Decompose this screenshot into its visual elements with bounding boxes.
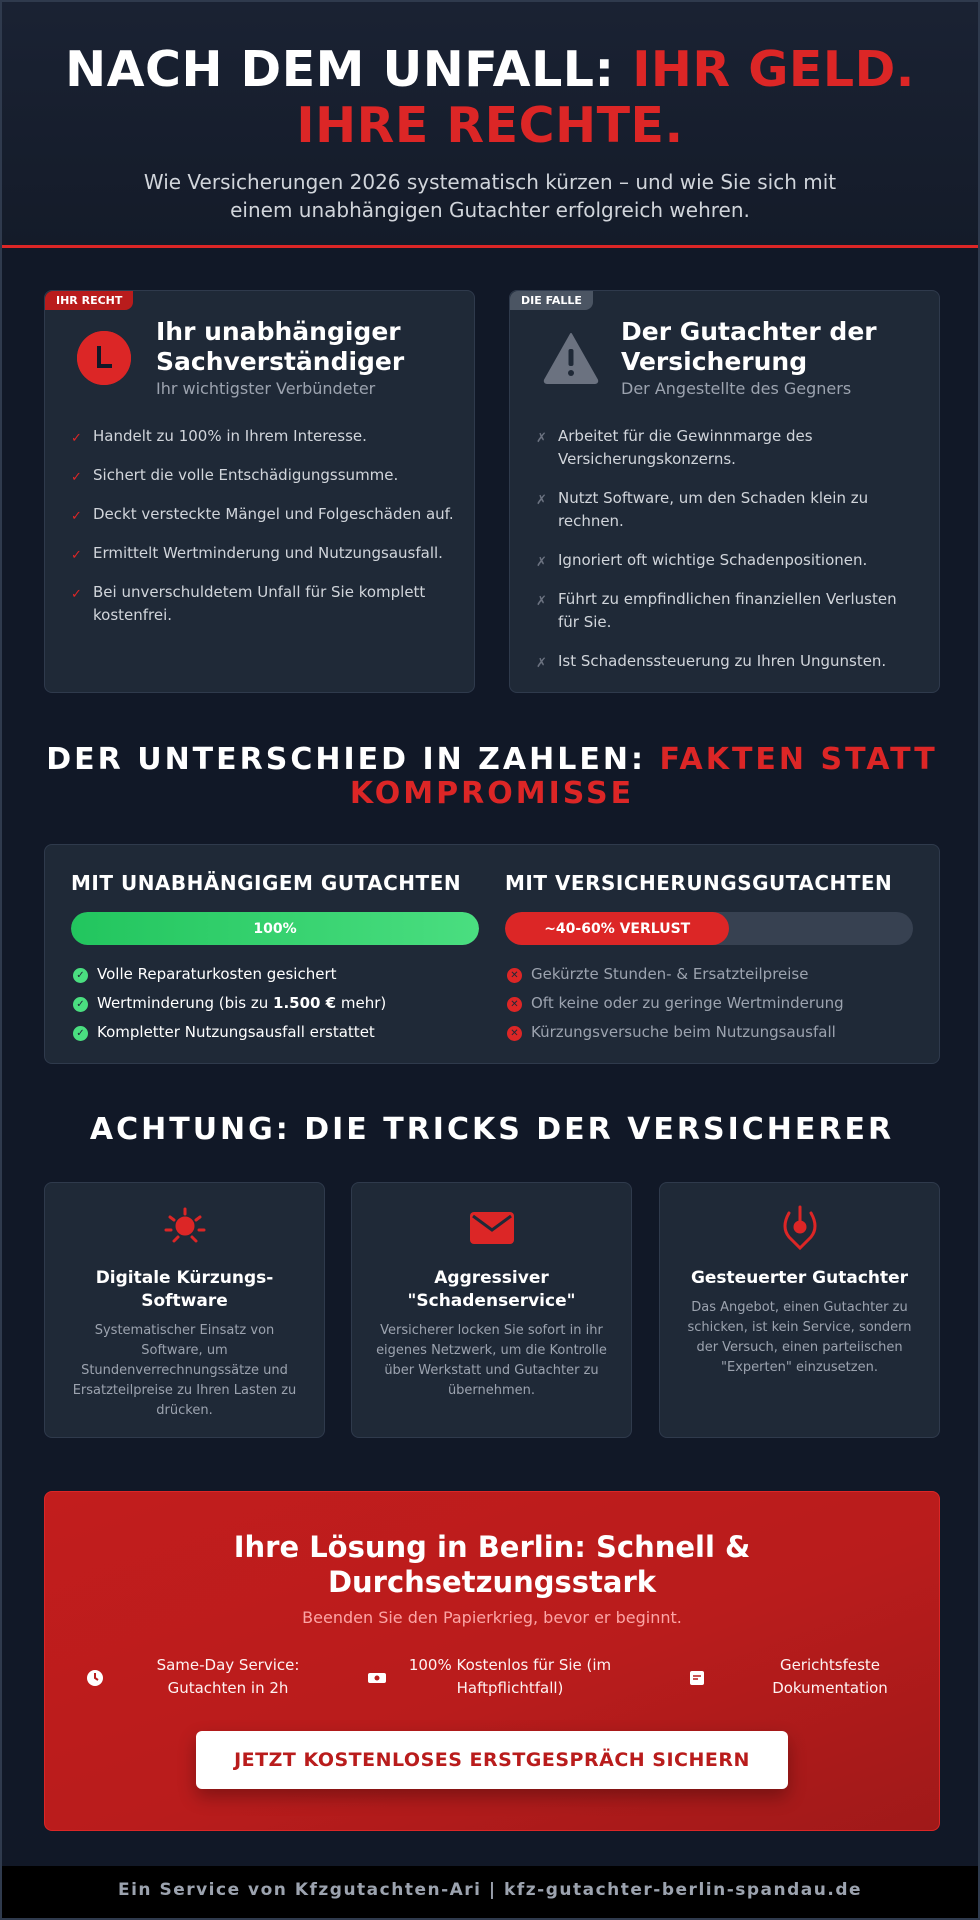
- cta-button[interactable]: JETZT KOSTENLOSES ERSTGESPRÄCH SICHERN: [196, 1731, 788, 1789]
- trick-card: [44, 1182, 325, 1438]
- column-heading: MIT VERSICHERUNGSGUTACHTEN: [505, 871, 893, 895]
- list-item: [71, 503, 454, 526]
- benefit-list: [71, 425, 454, 643]
- clock-icon: [85, 1668, 105, 1688]
- card-insurer-expert: [509, 290, 940, 693]
- feature-item: [367, 1654, 617, 1704]
- tricks-section-title: ACHTUNG: DIE TRICKS DER VERSICHERER: [89, 1112, 895, 1147]
- card-tag-die-falle: DIE FALLE: [510, 291, 593, 310]
- numbers-title-white: DER UNTERSCHIED IN ZAHLEN:: [46, 742, 646, 777]
- list-item-text: Nutzt Software, um den Schaden klein zu rechnen.: [558, 489, 869, 530]
- check-circle-icon: ✓: [73, 997, 88, 1012]
- card-title: Der Gutachter der Versicherung: [621, 317, 877, 376]
- check-circle-icon: ✓: [73, 1026, 88, 1041]
- envelope-icon: [467, 1203, 517, 1253]
- list-item: [536, 487, 919, 533]
- list-item: [536, 588, 919, 634]
- insurer-column: [505, 871, 913, 1047]
- document-icon: [687, 1668, 707, 1688]
- list-item-text: Ermittelt Wertminderung und Nutzungsausfall.: [93, 544, 443, 562]
- expert-badge-icon: [77, 331, 131, 385]
- insurer-feature-list: [505, 960, 913, 1047]
- card-independent-expert: [44, 290, 475, 693]
- list-item: [505, 1018, 913, 1047]
- hero-title-white: NACH DEM UNFALL:: [65, 41, 615, 98]
- footer: Ein Service von Kfzgutachten-Ari | kfz-gutachter-berlin-spandau.de: [2, 1866, 978, 1918]
- cta-section: [44, 1491, 940, 1831]
- cross-icon: ✗: [536, 656, 547, 671]
- bug-icon: [160, 1203, 210, 1253]
- list-item: [71, 581, 454, 627]
- list-item: [536, 650, 919, 673]
- insurer-progress-bar: [505, 912, 913, 945]
- feature-item: [687, 1654, 937, 1704]
- feature-text: Same-Day Service: Gutachten in 2h: [156, 1656, 300, 1697]
- cross-icon: ✗: [536, 594, 547, 609]
- list-item-text: Gekürzte Stunden- & Ersatzteilpreise: [531, 965, 809, 983]
- trick-card: [351, 1182, 632, 1438]
- card-title: Ihr unabhängiger Sachverständiger: [156, 317, 405, 376]
- list-item: [71, 542, 454, 565]
- hero-title: [2, 42, 978, 154]
- column-heading: MIT UNABHÄNGIGEM GUTACHTEN: [71, 871, 462, 895]
- check-icon: ✓: [71, 509, 82, 524]
- list-item-text: Wertminderung (bis zu: [97, 994, 274, 1012]
- list-item: [505, 989, 913, 1018]
- list-item: [505, 960, 913, 989]
- card-subtitle: Der Angestellte des Gegners: [621, 379, 852, 398]
- progress-label: ~40-60% VERLUST: [544, 920, 691, 937]
- cross-icon: ✗: [536, 555, 547, 570]
- risk-list: [536, 425, 919, 689]
- list-item: [71, 989, 479, 1018]
- list-item-text: Kürzungsversuche beim Nutzungsausfall: [531, 1023, 836, 1041]
- tricks-grid: [44, 1182, 940, 1438]
- list-item: [536, 549, 919, 572]
- list-item: [536, 425, 919, 471]
- highlight-amount: 1.500 €: [273, 994, 337, 1012]
- list-item-text: Ist Schadenssteuerung zu Ihren Ungunsten.: [558, 652, 887, 670]
- progress-fill: [71, 912, 479, 945]
- x-circle-icon: ✕: [507, 968, 522, 983]
- list-item-text: Handelt zu 100% in Ihrem Interesse.: [93, 427, 367, 445]
- trick-title: Gesteuerter Gutachter: [690, 1268, 909, 1288]
- hero-header: [2, 2, 978, 248]
- list-item-text: Bei unverschuldetem Unfall für Sie komplett kostenfrei.: [93, 583, 426, 624]
- card-tag-ihr-recht: IHR RECHT: [45, 291, 133, 310]
- trick-card: [659, 1182, 940, 1438]
- independent-feature-list: [71, 960, 479, 1047]
- progress-label: 100%: [253, 920, 297, 937]
- cta-subtitle: Beenden Sie den Papierkrieg, bevor er beginnt.: [302, 1608, 682, 1627]
- card-head-right: [621, 317, 939, 398]
- hero-title-red-2: IHRE RECHTE.: [296, 97, 684, 154]
- x-circle-icon: ✕: [507, 997, 522, 1012]
- check-icon: ✓: [71, 431, 82, 446]
- card-head-left: [156, 317, 474, 398]
- x-circle-icon: ✕: [507, 1026, 522, 1041]
- cta-features: [45, 1654, 941, 1704]
- list-item: [71, 425, 454, 448]
- trick-text: Versicherer locken Sie sofort in ihr eigenes Netzwerk, um die Kontrolle über Werkstatt und Gutachter zu übernehmen.: [376, 1323, 607, 1398]
- list-item-text: mehr): [336, 994, 387, 1012]
- list-item: [71, 464, 454, 487]
- check-circle-icon: ✓: [73, 968, 88, 983]
- numbers-title-red: FAKTEN STATT KOMPROMISSE: [349, 742, 938, 811]
- trick-title: Digitale Kürzungs-Software: [95, 1268, 274, 1311]
- money-icon: [367, 1668, 387, 1688]
- list-item-text: Sichert die volle Entschädigungssumme.: [93, 466, 399, 484]
- independent-column: [71, 871, 479, 1047]
- feature-item: [85, 1654, 335, 1704]
- location-icon: [775, 1203, 825, 1253]
- trick-title: Aggressiver "Schadenservice": [407, 1268, 576, 1311]
- hero-title-red-1: IHR GELD.: [632, 41, 915, 98]
- trick-text: Das Angebot, einen Gutachter zu schicken, ist kein Service, sondern der Versuch, einen parteiischen "Experten" einzusetzen.: [687, 1300, 912, 1375]
- cta-title: Ihre Lösung in Berlin: Schnell & Durchsetzungsstark: [233, 1530, 751, 1599]
- progress-fill: [505, 912, 729, 945]
- warning-icon: [542, 331, 596, 385]
- feature-text: Gerichtsfeste Dokumentation: [772, 1656, 888, 1697]
- independent-progress-bar: [71, 912, 479, 945]
- cross-icon: ✗: [536, 431, 547, 446]
- numbers-section-title: [2, 743, 980, 811]
- list-item-text: Volle Reparaturkosten gesichert: [97, 965, 337, 983]
- list-item: [71, 1018, 479, 1047]
- list-item-text: Oft keine oder zu geringe Wertminderung: [531, 994, 844, 1012]
- list-item-text: Kompletter Nutzungsausfall erstattet: [97, 1023, 375, 1041]
- card-subtitle: Ihr wichtigster Verbündeter: [156, 379, 376, 398]
- check-icon: ✓: [71, 587, 82, 602]
- list-item-text: Führt zu empfindlichen finanziellen Verlusten für Sie.: [558, 590, 897, 631]
- list-item-text: Deckt versteckte Mängel und Folgeschäden auf.: [93, 505, 454, 523]
- comparison-cards: [44, 290, 940, 693]
- hero-subtitle: Wie Versicherungen 2026 systematisch kürzen – und wie Sie sich mit einem unabhängigen Gutachter erfolgreich wehren.: [143, 170, 837, 222]
- numbers-comparison: [44, 844, 940, 1064]
- check-icon: ✓: [71, 470, 82, 485]
- list-item: [71, 960, 479, 989]
- feature-text: 100% Kostenlos für Sie (im Haftpflichtfall): [408, 1656, 612, 1697]
- list-item-text: Ignoriert oft wichtige Schadenpositionen.: [558, 551, 868, 569]
- cross-icon: ✗: [536, 493, 547, 508]
- list-item-text: Arbeitet für die Gewinnmarge des Versicherungskonzerns.: [558, 427, 813, 468]
- check-icon: ✓: [71, 548, 82, 563]
- trick-text: Systematischer Einsatz von Software, um Stundenverrechnungssätze und Ersatzteilpreise zu Ihren Lasten zu drücken.: [72, 1323, 297, 1418]
